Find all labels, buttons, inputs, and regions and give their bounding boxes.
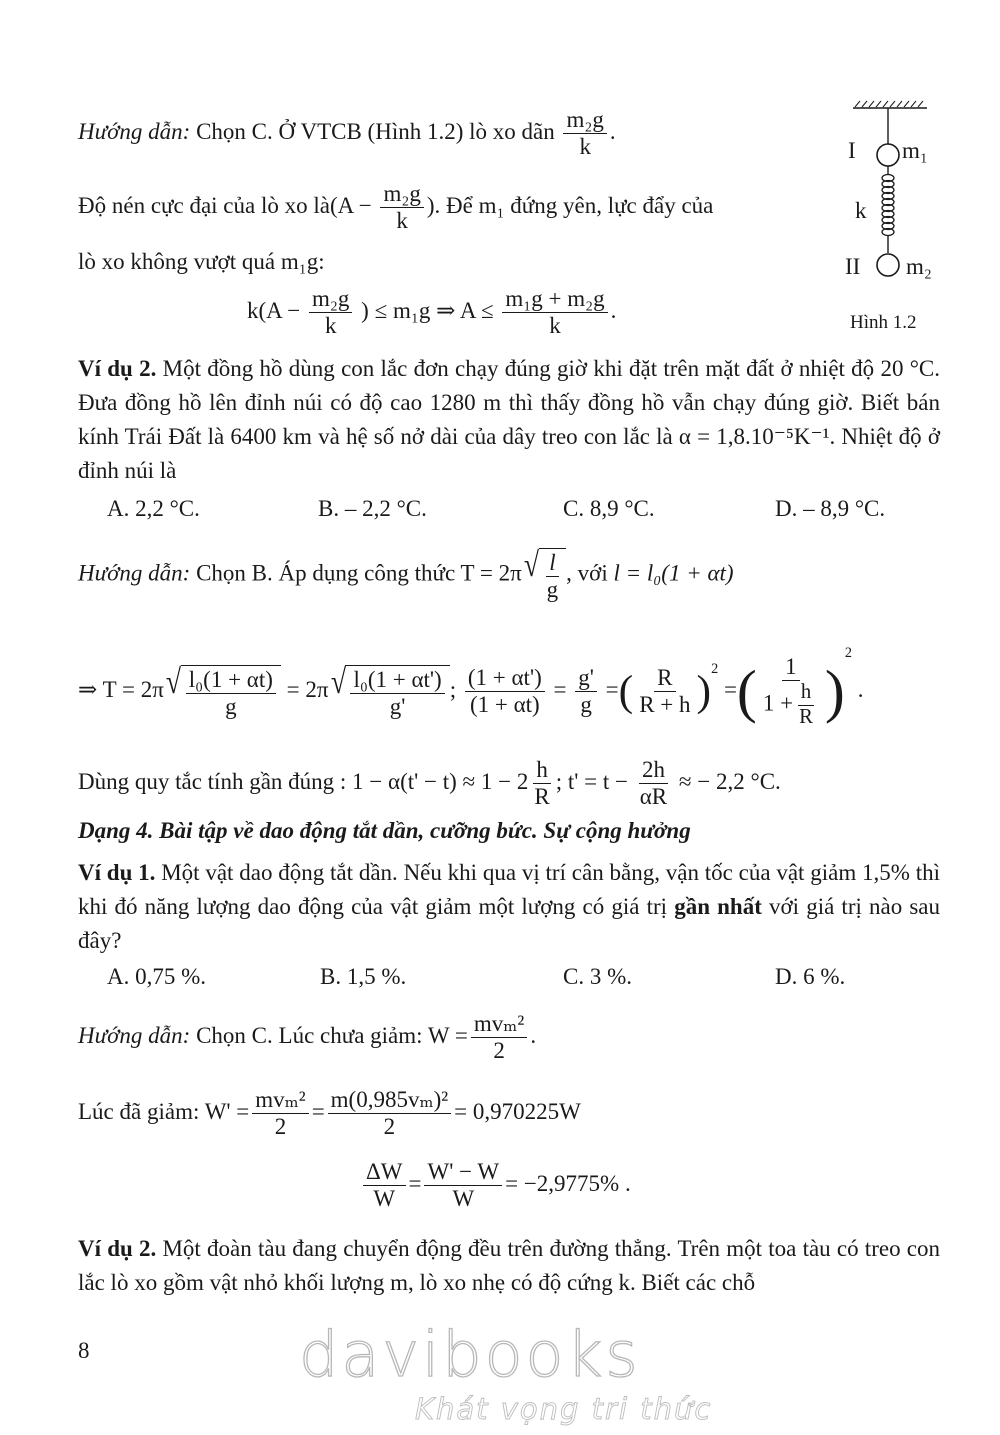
emphasis-text: gần nhất xyxy=(674,894,762,919)
derivation-formula: ⇒ T = 2π √ $\frac{\text{l₀(1 + αt)}}{g}$ = 2π √ $\frac{\text{l₀(1 + αt')}}{g'}$ ; $\frac{(1 + \alpha t')}{(1 + \alpha t)}$ = $\frac{g'}{g}$ =( $\frac{R}{R + h}$ )$^2$ =( 1 1 + $\frac{h}{R}$ )$^2$ . xyxy=(78,645,864,728)
guide2-line: Hướng dẫn: Chọn B. Áp dụng công thức T = 2π √ $\frac{l}{g}$ , với l = l₀(1 + αt) xyxy=(78,546,734,603)
compress-line: Độ nén cực đại của lò xo là(A − $\frac{\text{m₂g}}{k}$ ). Để m₁ đứng yên, lực đẩy của xyxy=(78,181,714,234)
guide-label: Hướng dẫn: xyxy=(78,560,191,586)
compress-text: Độ nén cực đại của lò xo là xyxy=(78,192,330,218)
example-label: Ví dụ 2. xyxy=(78,356,157,381)
ex41-paragraph: Ví dụ 1. Một vật dao động tắt dần. Nếu khi qua vị trí cân bằng, vận tốc của vật giảm 1,5% thì khi đó năng lượng dao động của vật giảm một lượng có giá trị gần nhất với giá trị nào sau đây? xyxy=(78,860,940,953)
option-d: D. 6 %. xyxy=(775,964,846,989)
ex41-options xyxy=(0,964,1000,998)
option-a: A. 2,2 °C. xyxy=(107,496,200,521)
fraction: $\frac{\text{m₂g}}{k}$ xyxy=(563,108,606,159)
figure-label-m1: m₁ xyxy=(902,138,928,163)
example2-text: Một đồng hồ dùng con lắc đơn chạy đúng giờ khi đặt trên mặt đất ở nhiệt độ 20 °C. Đưa đồng hồ lên đỉnh núi có độ cao 1280 m thì thấy đồng hồ vẫn chạy đúng giờ. Biết bán kính Trái Đất là 6400 km và hệ số nở dài của dây treo con lắc là α = 1,8.10⁻⁵K⁻¹. Nhiệt độ ở đỉnh núi là xyxy=(78,356,941,483)
spring-limit-line: lò xo không vượt quá m₁g: xyxy=(78,249,325,274)
guide1-line: Hướng dẫn: Chọn C. Ở VTCB (Hình 1.2) lò xo dãn $\frac{\text{m₂g}}{k}$ . xyxy=(78,107,616,160)
guide-label: Hướng dẫn: xyxy=(78,118,191,144)
section-heading: Dạng 4. Bài tập về dao động tắt dần, cưỡng bức. Sự cộng hưởng xyxy=(78,818,691,843)
delta-formula: $\frac{\Delta W}{W}$ = $\frac{W' - W}{W}$ = −2,9775% . xyxy=(360,1160,631,1211)
option-b: B. 1,5 %. xyxy=(320,964,407,989)
watermark-brand: davibooks xyxy=(299,1318,641,1391)
page-number: 8 xyxy=(78,1338,90,1363)
approx-line: Dùng quy tắc tính gần đúng : 1 − α(t' − t) ≈ 1 − 2 $\frac{h}{R}$ ; t' = t − $\frac{2h}{\alpha R}$ ≈ − 2,2 °C. xyxy=(78,757,781,810)
fraction: $\frac{\text{m₂g}}{k}$ xyxy=(380,182,423,233)
option-c: C. 8,9 °C. xyxy=(563,496,655,521)
figure-caption: Hình 1.2 xyxy=(850,312,917,333)
option-d: D. – 8,9 °C. xyxy=(775,496,886,521)
example-label: Ví dụ 1. xyxy=(78,860,156,885)
watermark-slogan: Khát vọng tri thức xyxy=(415,1392,713,1426)
figure-label-II: II xyxy=(845,254,861,279)
figure-label-I: I xyxy=(848,138,856,163)
inequality-formula: k(A − $\frac{\text{m₂g}}{k}$ ) ≤ m₁g ⇒ A ≤ $\frac{\text{m₁g + m₂g}}{k}$ . xyxy=(247,286,617,339)
example2-options xyxy=(0,496,1000,530)
option-b: B. – 2,2 °C. xyxy=(318,496,427,521)
figure-label-m2: m₂ xyxy=(906,254,932,279)
figure-label-k: k xyxy=(855,198,867,223)
option-a: A. 0,75 %. xyxy=(107,964,207,989)
guide3-line: Hướng dẫn: Chọn C. Lúc chưa giảm: W = $\frac{\text{mvₘ²}}{2}$ . xyxy=(78,1011,537,1064)
example2-paragraph xyxy=(78,352,940,488)
ex42-paragraph: Ví dụ 2. Một đoàn tàu đang chuyển động đều trên đường thẳng. Trên một toa tàu có treo con lắc lò xo gồm vật nhỏ khối lượng m, lò xo nhẹ có độ cứng k. Biết các chỗ xyxy=(78,1236,940,1295)
guide-label: Hướng dẫn: xyxy=(78,1022,191,1048)
example-label: Ví dụ 2. xyxy=(78,1236,157,1261)
guide1-text: Chọn C. Ở VTCB (Hình 1.2) lò xo dãn xyxy=(196,118,555,144)
option-c: C. 3 %. xyxy=(563,964,632,989)
reduced-line: Lúc đã giảm: W' = $\frac{\text{mvₘ²}}{2}$ = $\frac{\text{m(0,985vₘ)²}}{2}$ = 0,970225W xyxy=(78,1087,581,1140)
compress-post: Để m₁ đứng yên, lực đẩy của xyxy=(446,192,714,218)
